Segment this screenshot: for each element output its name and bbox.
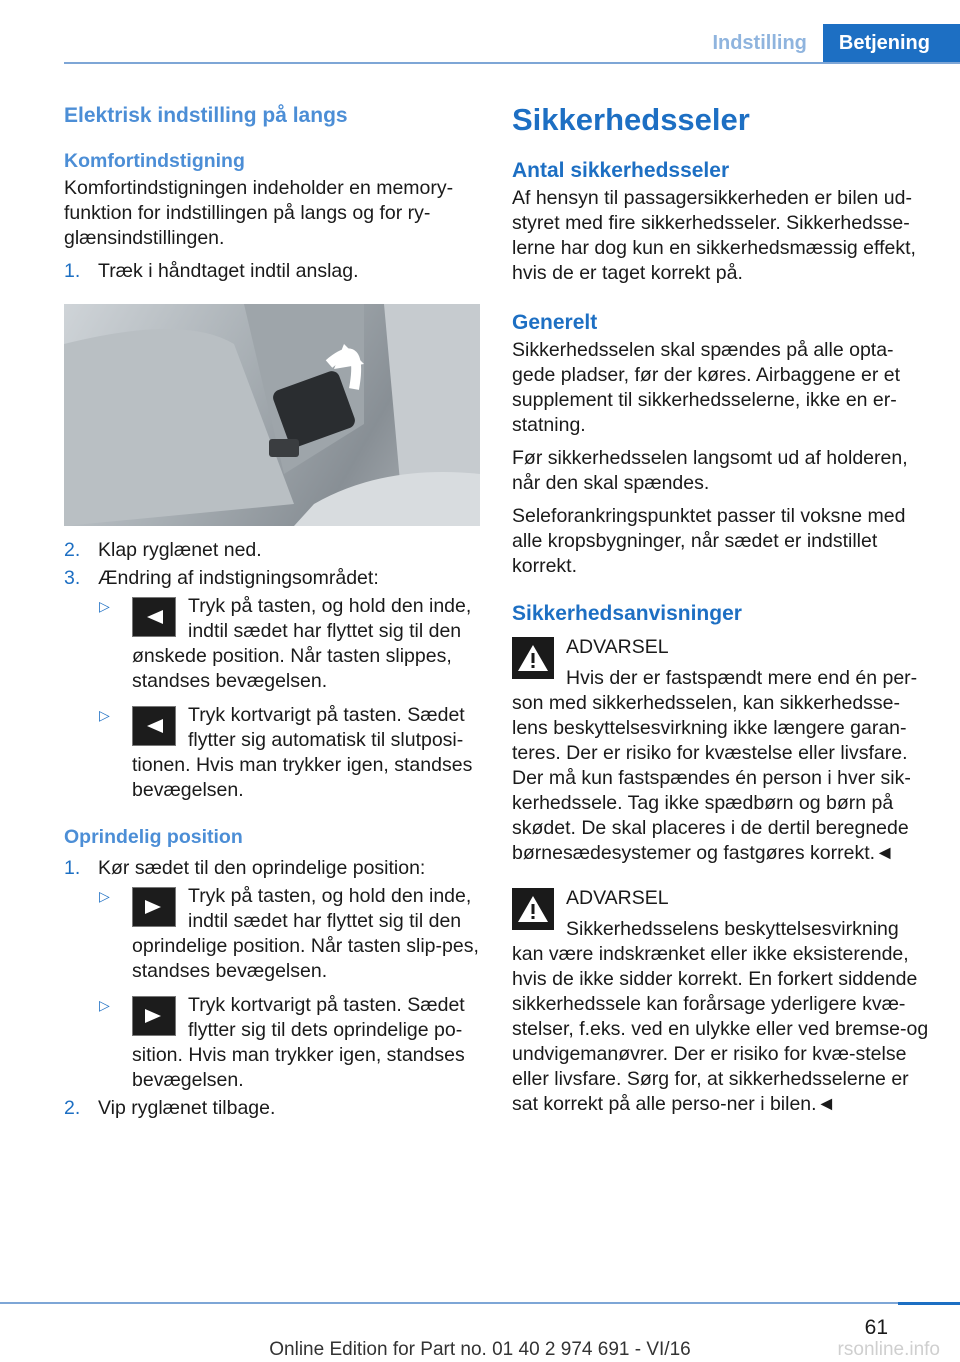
step-text: Ændring af indstigningsområdet: <box>98 567 379 589</box>
section-title: Elektrisk indstilling på langs <box>64 104 348 127</box>
footer-divider <box>0 1302 960 1304</box>
subheading-oprindelig: Oprindelig position <box>64 826 243 848</box>
bullet-text: Tryk kortvarigt på tasten. Sædet flytter sig til dets oprindelige po-sition. Hvis man trykker igen, standses bevægelsen. <box>132 994 465 1091</box>
header-tabs <box>696 24 960 62</box>
header-divider <box>64 62 960 64</box>
step-number: 1. <box>64 857 81 879</box>
warning-block <box>512 635 932 866</box>
bullet-text: Tryk på tasten, og hold den inde, indtil sædet har flyttet sig til den ønskede position. Når tasten slippes, standses bevægelsen. <box>132 595 472 692</box>
backward-key-icon <box>132 597 176 637</box>
heading-sikkerhedsanvisninger: Sikkerhedsanvisninger <box>512 602 742 625</box>
step-item <box>64 856 484 881</box>
bullet-item <box>64 993 484 1093</box>
heading-antal: Antal sikkerhedsseler <box>512 159 730 182</box>
bullet-text: Tryk på tasten, og hold den inde, indtil sædet har flyttet sig til den oprindelige position. Når tasten slip-pes, standses bevægelsen. <box>132 885 479 982</box>
forward-key-icon <box>132 996 176 1036</box>
subheading-komfort: Komfortindstigning <box>64 150 245 172</box>
step-text: Træk i håndtaget indtil anslag. <box>98 260 359 282</box>
warning-label: ADVARSEL <box>566 636 669 658</box>
section-title: Sikkerhedsseler <box>512 102 750 137</box>
seat-illustration <box>64 304 480 526</box>
bullet-triangle-icon: ▷ <box>99 997 110 1013</box>
step-item <box>64 259 484 284</box>
seat-photo <box>64 304 480 526</box>
step-number: 2. <box>64 539 81 561</box>
forward-key-icon <box>132 887 176 927</box>
tab-indstilling[interactable]: Indstilling <box>712 32 807 54</box>
bullet-item <box>64 703 484 803</box>
step-number: 1. <box>64 260 81 282</box>
paragraph: Seleforankringspunktet passer til voksne med alle kropsbygninger, når sædet er indstillet korrekt. <box>512 505 906 577</box>
watermark: rsonline.info <box>837 1339 940 1360</box>
warning-label: ADVARSEL <box>566 887 669 909</box>
step-number: 3. <box>64 567 81 589</box>
page-number: 61 <box>864 1316 888 1339</box>
step-item <box>64 1096 484 1121</box>
warning-block <box>512 886 932 1117</box>
warning-triangle-icon <box>512 888 554 930</box>
bullet-text: Tryk kortvarigt på tasten. Sædet flytter sig automatisk til slutposi-tionen. Hvis man trykker igen, standses bevægelsen. <box>132 704 473 801</box>
step-text: Klap ryglænet ned. <box>98 539 262 561</box>
bullet-item <box>64 594 484 694</box>
paragraph: Før sikkerhedsselen langsomt ud af holderen, når den skal spændes. <box>512 447 908 494</box>
paragraph: Af hensyn til passagersikkerheden er bilen ud-styret med fire sikkerhedsseler. Sikkerhedsse-lerne har dog kun en sikkerhedsmæssig effekt, hvis de er taget korrekt på. <box>512 187 916 284</box>
edition-text: Online Edition for Part no. 01 40 2 974 691 - VI/16 <box>269 1339 691 1360</box>
step-text: Vip ryglænet tilbage. <box>98 1097 276 1119</box>
step-text: Kør sædet til den oprindelige position: <box>98 857 426 879</box>
step-item <box>64 566 484 591</box>
warning-text: Sikkerhedsselens beskyttelsesvirkning kan være indskrænket eller ikke eksisterende, hvis de ikke sidder korrekt. En forkert siddende sikkerhedssele kan forårsage yderligere kvæ-stelser, f.eks. ved en ulykke eller ved bremse-og undvigemanøvrer. Der er risiko for kvæ-stelse eller livsfare. Sørg for, at sikkerhedsselerne er sat korrekt på alle perso-ner i bilen.◄ <box>512 918 929 1115</box>
intro-text: Komfortindstigningen indeholder en memory-funktion for indstillingen på langs og for ry-glænsindstillingen. <box>64 177 454 249</box>
warning-triangle-icon <box>512 637 554 679</box>
left-column <box>64 98 484 1121</box>
footer-accent <box>898 1302 960 1305</box>
bullet-triangle-icon: ▷ <box>99 598 110 614</box>
bullet-item <box>64 884 484 984</box>
paragraph: Sikkerhedsselen skal spændes på alle opta-gede pladser, før der køres. Airbaggene er et supplement til sikkerhedsselerne, ikke en er-statning. <box>512 339 901 436</box>
heading-generelt: Generelt <box>512 311 598 334</box>
step-number: 2. <box>64 1097 81 1119</box>
tab-betjening[interactable]: Betjening <box>823 24 960 62</box>
bullet-triangle-icon: ▷ <box>99 888 110 904</box>
warning-text: Hvis der er fastspændt mere end én per-son med sikkerhedsselen, kan sikkerhedsse-lens beskyttelsesvirkning ikke længere garan-teres. Der er risiko for kvæstelse eller livsfare. Der må kun fastspændes én person i hver sik-kerhedssele. Tag ikke spædbørn og børn på skødet. De skal placeres i de dertil beregnede børnesædesystemer og fastgøres korrekt.◄ <box>512 667 918 864</box>
step-item <box>64 538 484 563</box>
bullet-triangle-icon: ▷ <box>99 707 110 723</box>
right-column <box>512 98 932 1117</box>
backward-key-icon <box>132 706 176 746</box>
